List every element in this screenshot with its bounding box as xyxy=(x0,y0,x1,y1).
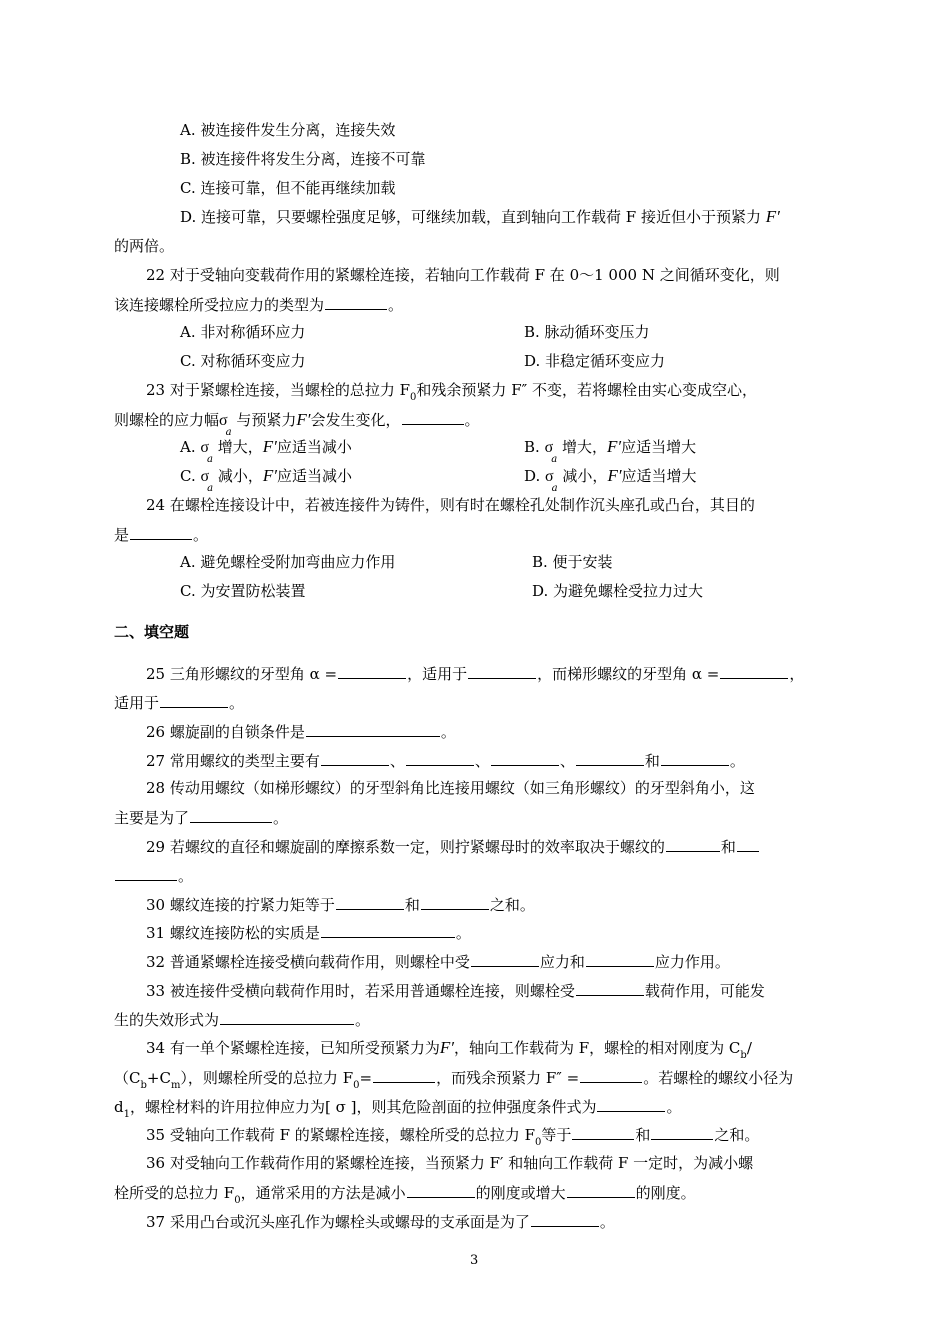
q23-option-a xyxy=(180,437,352,465)
subscript: a xyxy=(207,454,213,465)
separator: 、 xyxy=(389,752,405,770)
q23-stem xyxy=(146,380,757,403)
answer-blank[interactable] xyxy=(661,750,729,766)
preload-symbol: F′ xyxy=(262,437,277,456)
q28-end: 。 xyxy=(273,809,289,827)
sigma-symbol: σ xyxy=(200,468,210,485)
answer-blank[interactable] xyxy=(471,951,539,967)
q31-text: 31 螺纹连接防松的实质是 xyxy=(146,924,320,942)
answer-blank[interactable] xyxy=(586,951,654,967)
option-text: 减小， xyxy=(217,467,263,485)
q26 xyxy=(146,721,456,742)
q26-end: 。 xyxy=(440,723,456,741)
q36-text: 的刚度或增大 xyxy=(475,1184,566,1202)
q32-text: 应力和 xyxy=(539,953,585,971)
option-letter: D. xyxy=(524,467,541,485)
q32-text: 应力作用。 xyxy=(654,953,730,971)
q25-text: ，适用于 xyxy=(407,665,468,683)
subscript: 0 xyxy=(234,1195,241,1206)
q27-text: 27 常用螺纹的类型主要有 xyxy=(146,752,320,770)
q37 xyxy=(146,1211,615,1232)
option-text: 应适当减小 xyxy=(277,467,353,485)
answer-blank[interactable] xyxy=(651,1124,713,1140)
q35 xyxy=(146,1124,759,1148)
answer-blank[interactable] xyxy=(321,922,455,938)
q37-end: 。 xyxy=(599,1213,615,1231)
q24-option-d: D. 为避免螺栓受拉力过大 xyxy=(532,582,704,600)
answer-blank[interactable] xyxy=(720,663,788,679)
q24-stem-continued xyxy=(114,524,208,545)
q21-option-b: B. 被连接件将发生分离，连接不可靠 xyxy=(180,150,426,168)
option-text: 增大， xyxy=(217,438,263,456)
q30-text: 之和。 xyxy=(489,896,535,914)
q34-end: 。 xyxy=(666,1098,682,1116)
subscript: 1 xyxy=(123,1109,130,1120)
answer-blank[interactable] xyxy=(597,1096,665,1112)
q24-option-c: C. 为安置防松装置 xyxy=(180,582,306,600)
q34-text: = xyxy=(359,1069,373,1087)
answer-blank[interactable] xyxy=(160,692,228,708)
subscript: a xyxy=(207,483,214,494)
q28-line1: 28 传动用螺纹（如梯形螺纹）的牙型斜角比连接用螺纹（如三角形螺纹）的牙型斜角小，这 xyxy=(146,779,755,797)
answer-blank[interactable] xyxy=(130,524,192,540)
q34-text: +C xyxy=(146,1069,171,1087)
q34-line1 xyxy=(146,1038,752,1061)
q35-text: 之和。 xyxy=(714,1126,760,1144)
separator: 、 xyxy=(559,752,575,770)
preload-symbol: F′ xyxy=(607,466,622,485)
answer-blank[interactable] xyxy=(406,750,474,766)
q25-end: 。 xyxy=(229,694,245,712)
q22-end: 。 xyxy=(388,296,404,314)
q34-text: 34 有一单个紧螺栓连接，已知所受预紧力为 xyxy=(146,1039,440,1057)
q33-text: 载荷作用，可能发 xyxy=(644,982,765,1000)
q27 xyxy=(146,750,745,771)
answer-blank[interactable] xyxy=(576,750,644,766)
answer-blank[interactable] xyxy=(321,750,389,766)
q21-option-c: C. 连接可靠，但不能再继续加载 xyxy=(180,179,396,197)
q27-end: 。 xyxy=(729,752,745,770)
preload-symbol: F′ xyxy=(296,410,311,429)
answer-blank[interactable] xyxy=(666,836,720,852)
option-text: 应适当减小 xyxy=(276,438,352,456)
q29-end: 。 xyxy=(178,867,194,885)
subscript: a xyxy=(225,427,232,438)
q35-text: 35 受轴向工作载荷 F 的紧螺栓连接，螺栓所受的总拉力 F xyxy=(146,1126,535,1144)
answer-blank[interactable] xyxy=(407,1182,475,1198)
answer-blank[interactable] xyxy=(338,663,406,679)
q34-text: （C xyxy=(114,1069,141,1087)
q29-text: 和 xyxy=(720,838,736,856)
q21-option-d-continued: 的两倍。 xyxy=(114,237,175,255)
q32 xyxy=(146,951,730,972)
q25-text: ， xyxy=(789,665,805,683)
q25-line2 xyxy=(114,692,244,713)
subscript: b xyxy=(740,1050,747,1061)
q29-text: 29 若螺纹的直径和螺旋副的摩擦系数一定，则拧紧螺母时的效率取决于螺纹的 xyxy=(146,838,665,856)
q25-text: ，而梯形螺纹的牙型角 α = xyxy=(537,665,720,683)
answer-blank[interactable] xyxy=(402,409,464,425)
q22-option-b: B. 脉动循环变压力 xyxy=(524,323,650,341)
q29-line1 xyxy=(146,836,760,857)
subscript: 0 xyxy=(410,392,417,403)
answer-blank[interactable] xyxy=(220,1009,354,1025)
subscript: m xyxy=(170,1080,181,1091)
q34-text: d xyxy=(114,1098,124,1116)
q22-text: 该连接螺栓所受拉应力的类型为 xyxy=(114,296,325,314)
q36-text: 栓所受的总拉力 F xyxy=(114,1184,235,1202)
sigma-symbol: σ xyxy=(544,439,554,456)
subscript: a xyxy=(551,454,558,465)
page-number: 3 xyxy=(470,1253,479,1268)
q30-text: 30 螺纹连接的拧紧力矩等于 xyxy=(146,896,335,914)
sigma-symbol: σ xyxy=(219,412,228,429)
subscript: a xyxy=(551,483,558,494)
answer-blank[interactable] xyxy=(580,1067,642,1083)
q36-text: ，通常采用的方法是减小 xyxy=(240,1184,406,1202)
q34-text: / xyxy=(746,1039,752,1057)
q25-text: 适用于 xyxy=(114,694,160,712)
answer-blank[interactable] xyxy=(737,836,759,852)
answer-blank[interactable] xyxy=(306,721,440,737)
q34-text: ，而残余预紧力 F″ = xyxy=(436,1069,580,1087)
answer-blank[interactable] xyxy=(325,294,387,310)
subscript: b xyxy=(140,1080,147,1091)
q23-end: 。 xyxy=(464,411,480,429)
preload-symbol: F′ xyxy=(262,466,277,485)
separator: 、 xyxy=(474,752,490,770)
option-letter: C. xyxy=(180,467,196,485)
option-text: 应适当增大 xyxy=(621,438,697,456)
q24-text: 是 xyxy=(114,526,130,544)
q32-text: 32 普通紧螺栓连接受横向载荷作用，则螺栓中受 xyxy=(146,953,470,971)
q24-stem: 24 在螺栓连接设计中，若被连接件为铸件，则有时在螺栓孔处制作沉头座孔或凸台，其目的 xyxy=(146,496,755,514)
q25-line1 xyxy=(146,663,804,684)
q22-option-c: C. 对称循环变应力 xyxy=(180,352,306,370)
option-text: 应适当增大 xyxy=(621,467,697,485)
q36-text: 的刚度。 xyxy=(635,1184,696,1202)
q30 xyxy=(146,894,535,915)
q31 xyxy=(146,922,471,943)
q24-end: 。 xyxy=(193,526,209,544)
q26-text: 26 螺旋副的自锁条件是 xyxy=(146,723,305,741)
q33-text: 生的失效形式为 xyxy=(114,1011,220,1029)
subscript: 0 xyxy=(534,1137,542,1148)
q21-option-d-text: D. 连接可靠，只要螺栓强度足够，可继续加载，直到轴向工作载荷 F 接近但小于预紧力 xyxy=(180,208,761,226)
answer-blank[interactable] xyxy=(468,663,536,679)
sigma-symbol: σ xyxy=(200,439,210,456)
q36-line1: 36 对受轴向工作载荷作用的紧螺栓连接，当预紧力 F′ 和轴向工作载荷 F 一定时，为减小螺 xyxy=(146,1154,754,1172)
q33-end: 。 xyxy=(355,1011,371,1029)
q23-option-d xyxy=(524,466,697,494)
option-text: 增大， xyxy=(561,438,607,456)
q23-stem-continued xyxy=(114,409,480,438)
answer-blank[interactable] xyxy=(531,1211,599,1227)
answer-blank[interactable] xyxy=(572,1124,634,1140)
q25-text: 25 三角形螺纹的牙型角 α = xyxy=(146,665,338,683)
q34-line2 xyxy=(114,1067,793,1091)
q27-text: 和 xyxy=(644,752,660,770)
q21-option-d xyxy=(180,207,780,227)
option-letter: B. xyxy=(524,438,540,456)
answer-blank[interactable] xyxy=(373,1067,435,1083)
answer-blank[interactable] xyxy=(576,980,644,996)
answer-blank[interactable] xyxy=(567,1182,635,1198)
q30-text: 和 xyxy=(404,896,420,914)
option-letter: A. xyxy=(180,438,196,456)
preload-symbol: F′ xyxy=(765,207,780,226)
q33-line2 xyxy=(114,1009,370,1030)
q37-text: 37 采用凸台或沉头座孔作为螺栓头或螺母的支承面是为了 xyxy=(146,1213,530,1231)
q28-text: 主要是为了 xyxy=(114,809,190,827)
q34-text: 。若螺栓的螺纹小径为 xyxy=(643,1069,794,1087)
q22-option-a: A. 非对称循环应力 xyxy=(180,323,306,341)
q31-end: 。 xyxy=(455,924,471,942)
q23-text: 和残余预紧力 F″ 不变，若将螺栓由实心变成空心， xyxy=(416,381,757,399)
q22-stem-continued xyxy=(114,294,403,315)
answer-blank[interactable] xyxy=(491,750,559,766)
preload-symbol: F′ xyxy=(439,1038,454,1057)
q23-text: 23 对于紧螺栓连接，当螺栓的总拉力 F xyxy=(146,381,411,399)
answer-blank[interactable] xyxy=(421,894,489,910)
q33-text: 33 被连接件受横向载荷作用时，若采用普通螺栓连接，则螺栓受 xyxy=(146,982,575,1000)
sigma-symbol: σ xyxy=(545,468,554,485)
q36-line2 xyxy=(114,1182,696,1206)
answer-blank[interactable] xyxy=(190,807,272,823)
subscript: 0 xyxy=(353,1080,360,1091)
q24-option-b: B. 便于安装 xyxy=(532,553,613,571)
answer-blank-continued[interactable] xyxy=(115,865,177,881)
q23-text: 会发生变化， xyxy=(310,411,401,429)
q35-text: 和 xyxy=(635,1126,651,1144)
answer-blank[interactable] xyxy=(336,894,404,910)
q23-text: 则螺栓的应力幅 xyxy=(114,411,220,429)
q23-option-c xyxy=(180,466,353,494)
q34-line3 xyxy=(114,1096,681,1120)
q28-line2 xyxy=(114,807,288,828)
q34-text: ，螺栓材料的许用拉伸应力为[ σ ]，则其危险剖面的拉伸强度条件式为 xyxy=(129,1098,597,1116)
q23-option-b xyxy=(524,437,697,465)
q35-text: 等于 xyxy=(541,1126,572,1144)
q21-option-a: A. 被连接件发生分离，连接失效 xyxy=(180,121,396,139)
section-title: 二、填空题 xyxy=(114,623,190,641)
preload-symbol: F′ xyxy=(606,437,622,456)
q23-text: 与预紧力 xyxy=(236,411,297,429)
q22-stem: 22 对于受轴向变载荷作用的紧螺栓连接，若轴向工作载荷 F 在 0～1 000 N 之间循环变化，则 xyxy=(146,266,780,284)
q22-option-d: D. 非稳定循环变应力 xyxy=(524,352,666,370)
q34-text: ，轴向工作载荷为 F，螺栓的相对刚度为 C xyxy=(453,1039,741,1057)
q33-line1 xyxy=(146,980,765,1001)
option-text: 减小， xyxy=(562,467,608,485)
q29-line2 xyxy=(114,865,193,886)
q34-text: ），则螺栓所受的总拉力 F xyxy=(180,1069,354,1087)
q24-option-a: A. 避免螺栓受附加弯曲应力作用 xyxy=(180,553,396,571)
